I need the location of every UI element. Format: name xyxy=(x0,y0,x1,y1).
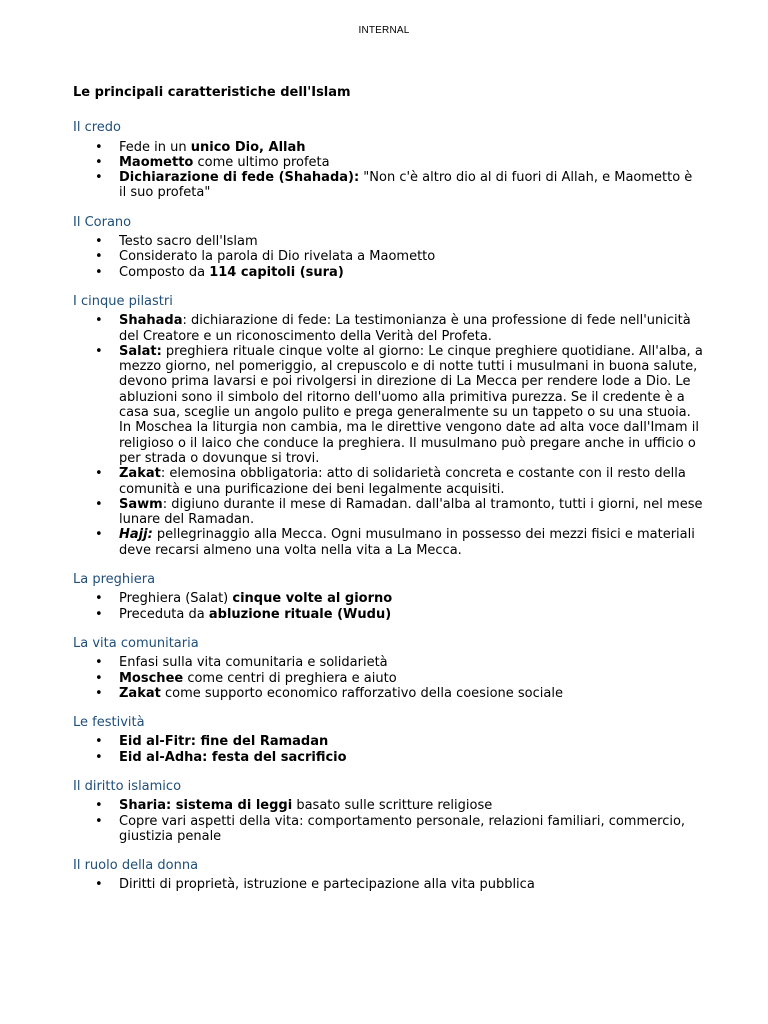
bullet-list xyxy=(73,140,703,201)
list-item xyxy=(119,249,703,264)
list-item xyxy=(119,234,703,249)
sections-container xyxy=(73,120,703,892)
bullet-list xyxy=(73,798,703,844)
item-text: Considerato la parola di Dio rivelata a Maometto xyxy=(119,249,436,265)
section-heading: Le festività xyxy=(73,715,145,731)
list-item xyxy=(119,607,703,622)
item-description: come ultimo profeta xyxy=(193,154,330,170)
section-heading: I cinque pilastri xyxy=(73,293,173,309)
bullet-list xyxy=(73,591,703,622)
section-heading: La preghiera xyxy=(73,572,156,588)
item-text: Copre vari aspetti della vita: comportamento personale, relazioni familiari, commercio, giustizia penale xyxy=(119,813,686,844)
bullet-list xyxy=(73,734,703,765)
item-description: pellegrinaggio alla Mecca. Ogni musulmano in possesso dei mezzi fisici e materiali deve recarsi almeno una volta nella vita a La Mecca. xyxy=(119,527,695,558)
section-heading: La vita comunitaria xyxy=(73,635,199,651)
list-item xyxy=(119,155,703,170)
bullet-list xyxy=(73,655,703,701)
item-term: Salat: xyxy=(119,343,162,359)
list-item xyxy=(119,466,703,497)
item-text: Diritti di proprietà, istruzione e partecipazione alla vita pubblica xyxy=(119,877,535,893)
list-item xyxy=(119,655,703,670)
item-term: Sawm xyxy=(119,496,163,512)
classification-label: INTERNAL xyxy=(358,25,410,36)
item-description: come centri di preghiera e aiuto xyxy=(183,670,397,686)
item-term: Zakat xyxy=(119,466,161,482)
item-term: Dichiarazione di fede (Shahada): xyxy=(119,170,360,186)
item-term: 114 capitoli (sura) xyxy=(209,264,344,280)
item-term: abluzione rituale (Wudu) xyxy=(208,606,392,622)
item-term: Eid al-Adha: festa del sacrificio xyxy=(119,749,347,765)
bullet-list xyxy=(73,313,703,558)
section xyxy=(73,636,703,701)
list-item xyxy=(119,814,703,845)
item-term: Maometto xyxy=(119,154,194,170)
item-term: Shahada xyxy=(119,313,183,329)
document-body xyxy=(73,85,703,907)
list-item xyxy=(119,591,703,606)
list-item xyxy=(119,265,703,280)
item-term: Sharia: sistema di leggi xyxy=(119,798,293,814)
item-description: come supporto economico rafforzativo della coesione sociale xyxy=(160,685,563,701)
item-term: Eid al-Fitr: fine del Ramadan xyxy=(119,734,329,750)
bullet-list xyxy=(73,877,703,892)
item-description: basato sulle scritture religiose xyxy=(292,798,493,814)
item-term: unico Dio, Allah xyxy=(190,139,306,155)
section xyxy=(73,779,703,844)
item-description: : elemosina obbligatoria: atto di solidarietà concreta e costante con il resto della comunità e una purificazione dei beni legalmente acquisiti. xyxy=(119,466,686,497)
section xyxy=(73,215,703,280)
list-item xyxy=(119,671,703,686)
section-heading: Il credo xyxy=(73,120,121,136)
list-item xyxy=(119,140,703,155)
section-heading: Il diritto islamico xyxy=(73,778,182,794)
list-item xyxy=(119,344,703,466)
list-item xyxy=(119,527,703,558)
list-item xyxy=(119,170,703,201)
item-description: preghiera rituale cinque volte al giorno: Le cinque preghiere quotidiane. All'alba, a mezzo giorno, nel pomeriggio, al crepuscolo e di notte tutti i musulmani in buona salute, devono prima lavarsi e poi rivolgersi in direzione di La Mecca per rendere lode a Dio. Le abluzioni sono il simbolo del ritorno dell'uomo alla primitiva purezza. Se il credente è a casa sua, sceglie un angolo pulito e prega generalmente su un tappeto o su una stuoia. In Moschea la liturgia non cambia, ma le direttive vengono date ad alta voce dall'Imam il religioso o il laico che conduce la preghiera. Il musulmano può pregare anche in ufficio o per strada o dovunque si trovi. xyxy=(119,343,703,466)
item-term: Zakat xyxy=(119,685,161,701)
item-text: Preghiera (Salat) xyxy=(119,591,233,607)
section xyxy=(73,572,703,622)
list-item xyxy=(119,877,703,892)
item-term: Hajj: xyxy=(119,527,153,543)
document-title: Le principali caratteristiche dell'Islam xyxy=(73,85,351,100)
item-text: Fede in un xyxy=(119,139,191,155)
list-item xyxy=(119,798,703,813)
list-item xyxy=(119,750,703,765)
item-text: Testo sacro dell'Islam xyxy=(119,234,258,250)
list-item xyxy=(119,686,703,701)
section-heading: Il ruolo della donna xyxy=(73,858,199,874)
item-text: Enfasi sulla vita comunitaria e solidarietà xyxy=(119,655,388,671)
section xyxy=(73,858,703,893)
item-description: : dichiarazione di fede: La testimonianza è una professione di fede nell'unicità del Creatore e un riconoscimento della Verità del Profeta. xyxy=(119,313,691,344)
section xyxy=(73,715,703,765)
item-text: Preceduta da xyxy=(119,606,209,622)
item-description: : digiuno durante il mese di Ramadan. dall'alba al tramonto, tutti i giorni, nel mese lunare del Ramadan. xyxy=(119,496,703,528)
section xyxy=(73,120,703,200)
item-term: cinque volte al giorno xyxy=(232,591,393,607)
item-term: Moschee xyxy=(119,670,184,686)
list-item xyxy=(119,313,703,344)
item-text: Composto da xyxy=(119,264,210,280)
section-heading: Il Corano xyxy=(73,214,132,230)
bullet-list xyxy=(73,234,703,280)
list-item xyxy=(119,734,703,749)
section xyxy=(73,294,703,558)
list-item xyxy=(119,497,703,528)
item-description: "Non c'è altro dio al di fuori di Allah, e Maometto è il suo profeta" xyxy=(119,170,693,201)
